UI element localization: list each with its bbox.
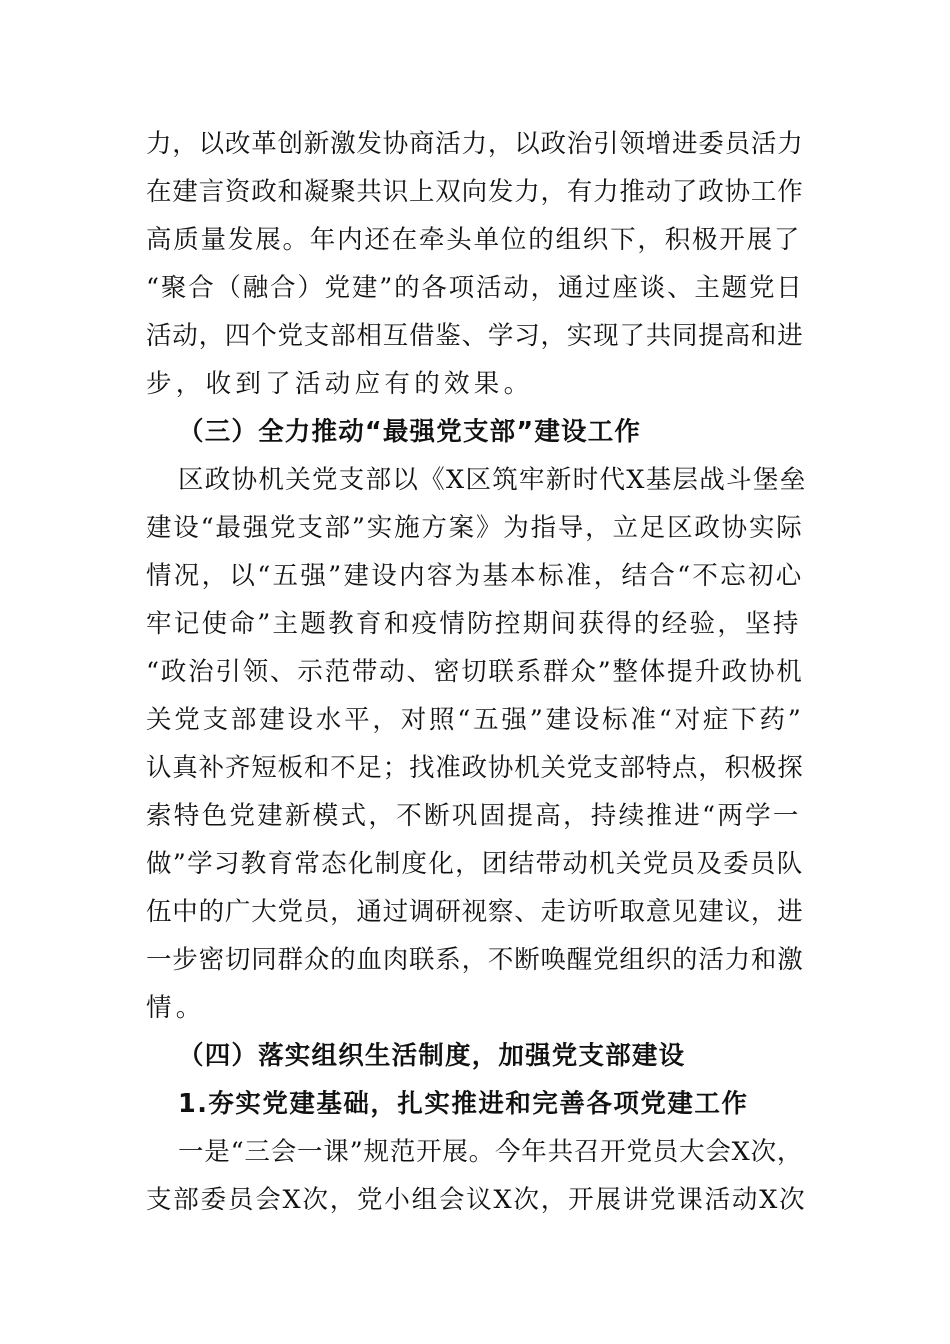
body-text-line: 建设“最强党支部”实施方案》为指导，立足区政协实际 <box>146 513 804 543</box>
section-heading-4: （四）落实组织生活制度，加强党支部建设 <box>178 1041 686 1071</box>
body-text-line: 做”学习教育常态化制度化，团结带动机关党员及委员队 <box>146 849 804 879</box>
subsection-heading-1: 1.夯实党建基础，扎实推进和完善各项党建工作 <box>178 1089 749 1119</box>
body-text-line: 索特色党建新模式，不断巩固提高，持续推进“两学一 <box>146 801 801 831</box>
paragraph-first-line: 区政协机关党支部以《X区筑牢新时代X基层战斗堡垒 <box>178 465 807 495</box>
body-text-line: 伍中的广大党员，通过调研视察、走访听取意见建议，进 <box>146 897 804 927</box>
body-text-line: “政治引领、示范带动、密切联系群众”整体提升政协机 <box>146 657 804 687</box>
paragraph-first-line: 一是“三会一课”规范开展。今年共召开党员大会X次， <box>178 1137 804 1167</box>
body-text-line: 情况，以“五强”建设内容为基本标准，结合“不忘初心 <box>146 561 804 591</box>
body-text-line: 认真补齐短板和不足；找准政协机关党支部特点，积极探 <box>146 753 804 783</box>
body-text-line: 步，收到了活动应有的效果。 <box>146 369 534 399</box>
body-text-line: 支部委员会X次，党小组会议X次，开展讲党课活动X次 <box>146 1185 807 1215</box>
section-heading-3: （三）全力推动“最强党支部”建设工作 <box>178 417 642 447</box>
body-text-line: 力，以改革创新激发协商活力，以政治引领增进委员活力 <box>146 129 804 159</box>
body-text-line: 在建言资政和凝聚共识上双向发力，有力推动了政协工作 <box>146 177 804 207</box>
body-text-line: “聚合（融合）党建”的各项活动，通过座谈、主题党日 <box>146 273 804 303</box>
body-text-line: 牢记使命”主题教育和疫情防控期间获得的经验，坚持 <box>146 609 801 639</box>
body-text-line: 高质量发展。年内还在牵头单位的组织下，积极开展了 <box>146 225 802 255</box>
body-text-line: 一步密切同群众的血肉联系，不断唤醒党组织的活力和激 <box>146 945 804 975</box>
body-text-line: 活动，四个党支部相互借鉴、学习，实现了共同提高和进 <box>146 321 804 351</box>
body-text-line: 关党支部建设水平，对照“五强”建设标准“对症下药” <box>146 705 804 735</box>
body-text-line: 情。 <box>146 993 206 1023</box>
